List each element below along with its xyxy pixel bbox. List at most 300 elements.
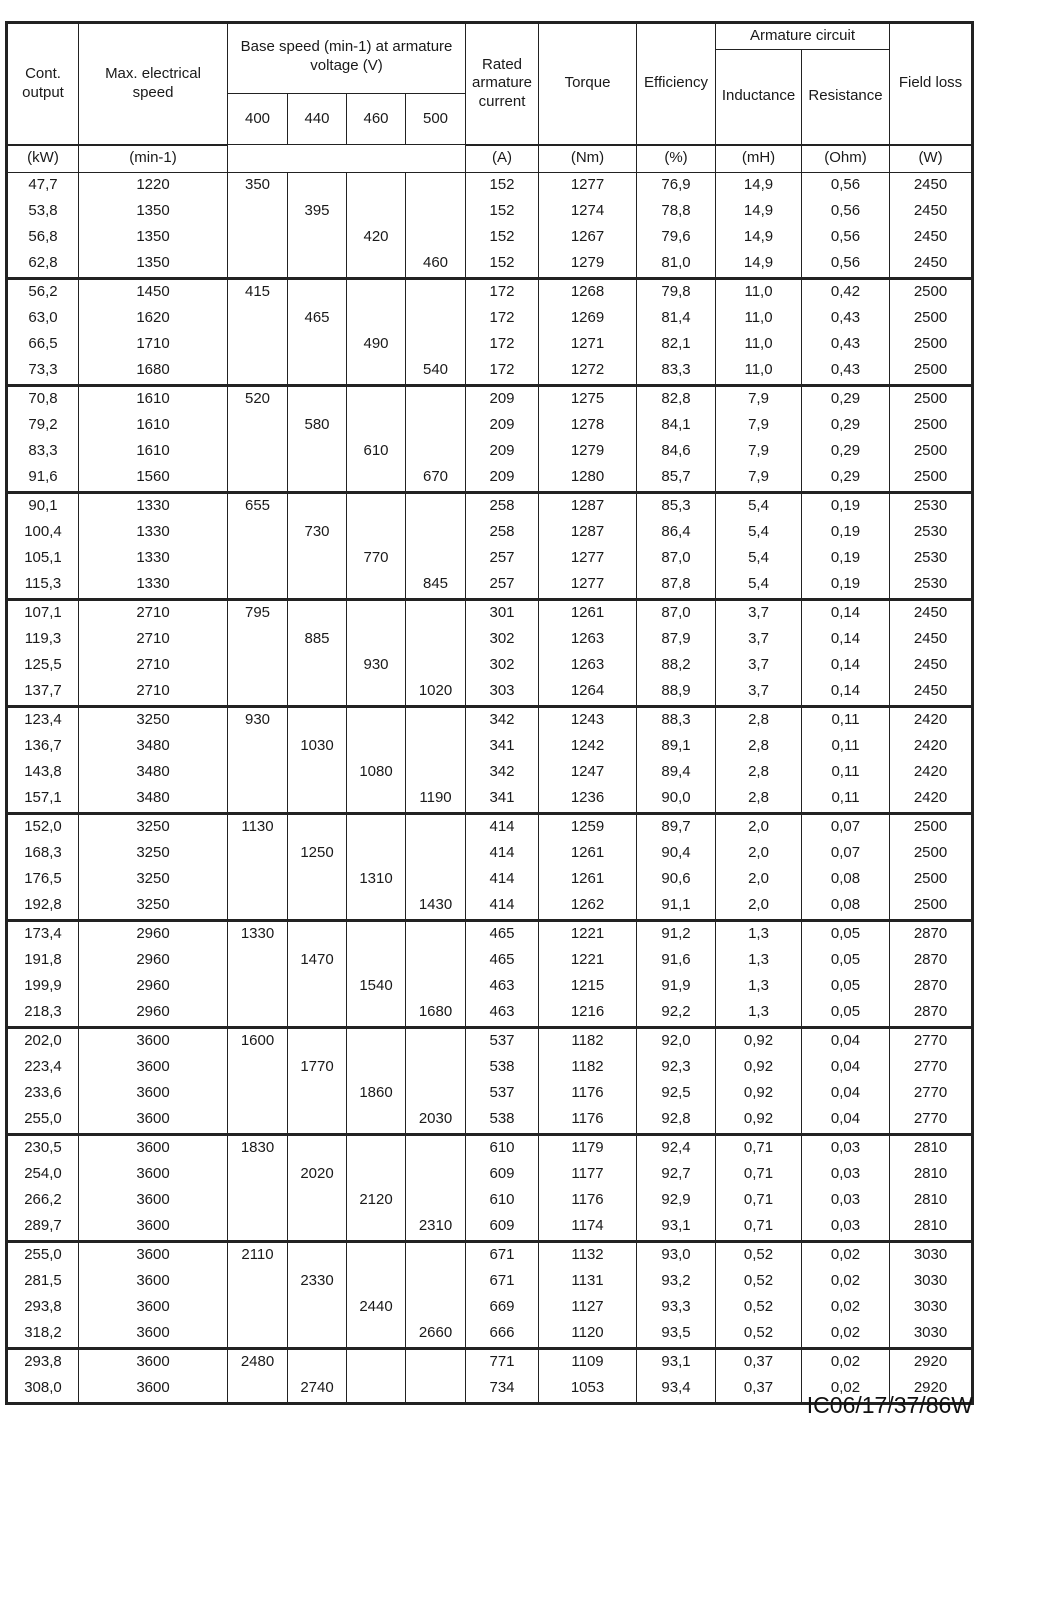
cell-field-loss: 2530 bbox=[890, 520, 973, 546]
unit-nm: (Nm) bbox=[539, 145, 637, 173]
cell-base-460: 930 bbox=[347, 653, 406, 679]
cell-torque: 1127 bbox=[539, 1295, 637, 1321]
cell-base-400: 2480 bbox=[228, 1348, 288, 1376]
cell-resistance: 0,11 bbox=[802, 760, 890, 786]
cell-inductance: 0,92 bbox=[716, 1027, 802, 1055]
cell-rated-current: 465 bbox=[466, 948, 539, 974]
cell-base-460 bbox=[347, 172, 406, 199]
cell-base-460 bbox=[347, 358, 406, 386]
cell-base-460 bbox=[347, 1107, 406, 1135]
cell-max-speed: 1330 bbox=[79, 572, 228, 600]
cell-resistance: 0,56 bbox=[802, 251, 890, 279]
cell-torque: 1182 bbox=[539, 1027, 637, 1055]
cell-rated-current: 463 bbox=[466, 974, 539, 1000]
cell-inductance: 14,9 bbox=[716, 172, 802, 199]
cell-max-speed: 3250 bbox=[79, 893, 228, 921]
cell-efficiency: 89,4 bbox=[637, 760, 716, 786]
table-row bbox=[7, 706, 973, 734]
table-row bbox=[7, 599, 973, 627]
table-row bbox=[7, 439, 973, 465]
cell-cont-output: 173,4 bbox=[7, 920, 79, 948]
cell-base-460: 1540 bbox=[347, 974, 406, 1000]
cell-base-400 bbox=[228, 1214, 288, 1242]
cell-torque: 1263 bbox=[539, 627, 637, 653]
cell-max-speed: 1610 bbox=[79, 385, 228, 413]
cell-inductance: 7,9 bbox=[716, 465, 802, 493]
cell-field-loss: 2920 bbox=[890, 1376, 973, 1404]
cell-base-440 bbox=[288, 278, 347, 306]
cell-torque: 1242 bbox=[539, 734, 637, 760]
cell-base-400 bbox=[228, 1295, 288, 1321]
cell-rated-current: 301 bbox=[466, 599, 539, 627]
cell-inductance: 2,0 bbox=[716, 893, 802, 921]
cell-rated-current: 172 bbox=[466, 306, 539, 332]
cell-base-500: 2030 bbox=[406, 1107, 466, 1135]
cell-cont-output: 56,2 bbox=[7, 278, 79, 306]
cell-base-460 bbox=[347, 520, 406, 546]
cell-max-speed: 3600 bbox=[79, 1055, 228, 1081]
cell-cont-output: 119,3 bbox=[7, 627, 79, 653]
table-row bbox=[7, 1107, 973, 1135]
cell-cont-output: 157,1 bbox=[7, 786, 79, 814]
cell-base-460: 770 bbox=[347, 546, 406, 572]
cell-inductance: 0,52 bbox=[716, 1269, 802, 1295]
cell-efficiency: 85,7 bbox=[637, 465, 716, 493]
cell-rated-current: 671 bbox=[466, 1241, 539, 1269]
cell-inductance: 1,3 bbox=[716, 1000, 802, 1028]
table-row bbox=[7, 385, 973, 413]
cell-inductance: 11,0 bbox=[716, 332, 802, 358]
cell-inductance: 11,0 bbox=[716, 358, 802, 386]
cell-base-400 bbox=[228, 948, 288, 974]
cell-field-loss: 2420 bbox=[890, 760, 973, 786]
cell-base-460 bbox=[347, 1348, 406, 1376]
cell-base-460 bbox=[347, 706, 406, 734]
cell-cont-output: 255,0 bbox=[7, 1241, 79, 1269]
cell-torque: 1277 bbox=[539, 572, 637, 600]
cell-efficiency: 91,6 bbox=[637, 948, 716, 974]
cell-base-500 bbox=[406, 1241, 466, 1269]
cell-torque: 1272 bbox=[539, 358, 637, 386]
cell-base-460: 2440 bbox=[347, 1295, 406, 1321]
cell-torque: 1179 bbox=[539, 1134, 637, 1162]
cell-base-460 bbox=[347, 1321, 406, 1349]
cell-resistance: 0,05 bbox=[802, 974, 890, 1000]
cell-base-460: 490 bbox=[347, 332, 406, 358]
cell-resistance: 0,29 bbox=[802, 465, 890, 493]
cell-rated-current: 414 bbox=[466, 893, 539, 921]
header-voltage-500: 500 bbox=[406, 94, 466, 145]
table-row bbox=[7, 1055, 973, 1081]
cell-resistance: 0,02 bbox=[802, 1295, 890, 1321]
cell-base-400 bbox=[228, 1081, 288, 1107]
cell-field-loss: 2870 bbox=[890, 974, 973, 1000]
cell-base-440: 2020 bbox=[288, 1162, 347, 1188]
cell-base-440: 395 bbox=[288, 199, 347, 225]
cell-rated-current: 537 bbox=[466, 1081, 539, 1107]
cell-base-440 bbox=[288, 653, 347, 679]
cell-cont-output: 83,3 bbox=[7, 439, 79, 465]
cell-cont-output: 90,1 bbox=[7, 492, 79, 520]
cell-rated-current: 341 bbox=[466, 786, 539, 814]
cell-base-400 bbox=[228, 867, 288, 893]
table-row bbox=[7, 306, 973, 332]
cell-base-440: 730 bbox=[288, 520, 347, 546]
cell-torque: 1109 bbox=[539, 1348, 637, 1376]
cell-base-500 bbox=[406, 1027, 466, 1055]
cell-base-460 bbox=[347, 813, 406, 841]
cell-efficiency: 88,3 bbox=[637, 706, 716, 734]
cell-rated-current: 414 bbox=[466, 813, 539, 841]
unit-ohm: (Ohm) bbox=[802, 145, 890, 173]
cell-resistance: 0,14 bbox=[802, 627, 890, 653]
cell-rated-current: 538 bbox=[466, 1107, 539, 1135]
cell-base-400: 795 bbox=[228, 599, 288, 627]
cell-rated-current: 152 bbox=[466, 199, 539, 225]
cell-rated-current: 341 bbox=[466, 734, 539, 760]
cell-cont-output: 254,0 bbox=[7, 1162, 79, 1188]
cell-base-400 bbox=[228, 1269, 288, 1295]
cell-cont-output: 66,5 bbox=[7, 332, 79, 358]
cell-base-440 bbox=[288, 786, 347, 814]
cell-torque: 1247 bbox=[539, 760, 637, 786]
cell-cont-output: 308,0 bbox=[7, 1376, 79, 1404]
cell-base-400 bbox=[228, 439, 288, 465]
cell-field-loss: 3030 bbox=[890, 1269, 973, 1295]
cell-cont-output: 191,8 bbox=[7, 948, 79, 974]
cell-efficiency: 90,4 bbox=[637, 841, 716, 867]
cell-base-500 bbox=[406, 306, 466, 332]
cell-base-460 bbox=[347, 385, 406, 413]
cell-resistance: 0,29 bbox=[802, 413, 890, 439]
cell-base-400 bbox=[228, 1055, 288, 1081]
cell-resistance: 0,11 bbox=[802, 786, 890, 814]
cell-base-500: 670 bbox=[406, 465, 466, 493]
cell-cont-output: 202,0 bbox=[7, 1027, 79, 1055]
cell-base-400 bbox=[228, 1000, 288, 1028]
cell-torque: 1174 bbox=[539, 1214, 637, 1242]
cell-base-460 bbox=[347, 1214, 406, 1242]
cell-resistance: 0,56 bbox=[802, 172, 890, 199]
cell-base-500 bbox=[406, 948, 466, 974]
header-voltage-460: 460 bbox=[347, 94, 406, 145]
cell-base-440: 1030 bbox=[288, 734, 347, 760]
cell-resistance: 0,11 bbox=[802, 734, 890, 760]
unit-min: (min-1) bbox=[79, 145, 228, 173]
cell-field-loss: 2500 bbox=[890, 439, 973, 465]
cell-max-speed: 2710 bbox=[79, 653, 228, 679]
cell-base-500 bbox=[406, 706, 466, 734]
cell-resistance: 0,29 bbox=[802, 385, 890, 413]
cell-base-440 bbox=[288, 1134, 347, 1162]
table-row bbox=[7, 920, 973, 948]
cell-cont-output: 100,4 bbox=[7, 520, 79, 546]
cell-rated-current: 152 bbox=[466, 251, 539, 279]
cell-inductance: 5,4 bbox=[716, 572, 802, 600]
cell-rated-current: 609 bbox=[466, 1214, 539, 1242]
cell-max-speed: 3600 bbox=[79, 1376, 228, 1404]
cell-max-speed: 3600 bbox=[79, 1107, 228, 1135]
cell-base-400 bbox=[228, 760, 288, 786]
cell-inductance: 0,92 bbox=[716, 1055, 802, 1081]
cell-resistance: 0,05 bbox=[802, 920, 890, 948]
cell-field-loss: 2500 bbox=[890, 867, 973, 893]
table-row bbox=[7, 1295, 973, 1321]
cell-torque: 1221 bbox=[539, 948, 637, 974]
cell-base-400 bbox=[228, 572, 288, 600]
cell-torque: 1264 bbox=[539, 679, 637, 707]
cell-field-loss: 2870 bbox=[890, 948, 973, 974]
cell-resistance: 0,03 bbox=[802, 1214, 890, 1242]
cell-inductance: 0,92 bbox=[716, 1107, 802, 1135]
cell-rated-current: 172 bbox=[466, 332, 539, 358]
cell-base-500 bbox=[406, 1348, 466, 1376]
cell-field-loss: 2870 bbox=[890, 1000, 973, 1028]
table-row bbox=[7, 278, 973, 306]
cell-field-loss: 3030 bbox=[890, 1321, 973, 1349]
cell-resistance: 0,03 bbox=[802, 1134, 890, 1162]
cell-base-440 bbox=[288, 439, 347, 465]
header-inductance: Inductance bbox=[716, 50, 802, 145]
cell-base-500 bbox=[406, 1188, 466, 1214]
cell-efficiency: 93,5 bbox=[637, 1321, 716, 1349]
table-row bbox=[7, 199, 973, 225]
cell-field-loss: 2500 bbox=[890, 385, 973, 413]
cell-efficiency: 89,1 bbox=[637, 734, 716, 760]
cell-efficiency: 92,7 bbox=[637, 1162, 716, 1188]
cell-base-440 bbox=[288, 1107, 347, 1135]
cell-base-440: 1470 bbox=[288, 948, 347, 974]
cell-cont-output: 281,5 bbox=[7, 1269, 79, 1295]
cell-field-loss: 2810 bbox=[890, 1134, 973, 1162]
cell-torque: 1262 bbox=[539, 893, 637, 921]
cell-efficiency: 92,8 bbox=[637, 1107, 716, 1135]
cell-base-440 bbox=[288, 385, 347, 413]
cell-base-440 bbox=[288, 225, 347, 251]
cell-rated-current: 538 bbox=[466, 1055, 539, 1081]
cell-base-500 bbox=[406, 734, 466, 760]
cell-torque: 1263 bbox=[539, 653, 637, 679]
cell-max-speed: 1350 bbox=[79, 225, 228, 251]
cell-base-460 bbox=[347, 1134, 406, 1162]
motor-data-sheet bbox=[5, 21, 974, 1418]
cell-base-460 bbox=[347, 278, 406, 306]
cell-base-400 bbox=[228, 841, 288, 867]
cell-rated-current: 172 bbox=[466, 278, 539, 306]
cell-base-440 bbox=[288, 1295, 347, 1321]
cell-max-speed: 3250 bbox=[79, 706, 228, 734]
cell-resistance: 0,03 bbox=[802, 1162, 890, 1188]
cell-base-400 bbox=[228, 225, 288, 251]
cell-torque: 1182 bbox=[539, 1055, 637, 1081]
cell-max-speed: 2960 bbox=[79, 1000, 228, 1028]
cell-inductance: 0,71 bbox=[716, 1188, 802, 1214]
cell-cont-output: 218,3 bbox=[7, 1000, 79, 1028]
cell-rated-current: 258 bbox=[466, 492, 539, 520]
cell-resistance: 0,04 bbox=[802, 1055, 890, 1081]
cell-field-loss: 2500 bbox=[890, 465, 973, 493]
cell-base-400: 2110 bbox=[228, 1241, 288, 1269]
cell-cont-output: 62,8 bbox=[7, 251, 79, 279]
cell-field-loss: 2450 bbox=[890, 199, 973, 225]
unit-a: (A) bbox=[466, 145, 539, 173]
cell-field-loss: 2420 bbox=[890, 786, 973, 814]
cell-torque: 1287 bbox=[539, 520, 637, 546]
cell-max-speed: 2960 bbox=[79, 948, 228, 974]
cell-base-440: 2330 bbox=[288, 1269, 347, 1295]
cell-rated-current: 257 bbox=[466, 546, 539, 572]
cell-inductance: 2,8 bbox=[716, 734, 802, 760]
cell-efficiency: 76,9 bbox=[637, 172, 716, 199]
cell-inductance: 5,4 bbox=[716, 546, 802, 572]
cell-max-speed: 3600 bbox=[79, 1188, 228, 1214]
cell-cont-output: 192,8 bbox=[7, 893, 79, 921]
cell-torque: 1053 bbox=[539, 1376, 637, 1404]
unit-pct: (%) bbox=[637, 145, 716, 173]
cell-inductance: 1,3 bbox=[716, 920, 802, 948]
cell-torque: 1131 bbox=[539, 1269, 637, 1295]
cell-cont-output: 176,5 bbox=[7, 867, 79, 893]
table-row bbox=[7, 332, 973, 358]
cell-max-speed: 3250 bbox=[79, 867, 228, 893]
document-code: IC06/17/37/86W bbox=[806, 1392, 973, 1418]
cell-efficiency: 92,3 bbox=[637, 1055, 716, 1081]
cell-field-loss: 2500 bbox=[890, 893, 973, 921]
cell-cont-output: 63,0 bbox=[7, 306, 79, 332]
cell-inductance: 2,8 bbox=[716, 760, 802, 786]
cell-efficiency: 92,9 bbox=[637, 1188, 716, 1214]
cell-base-460: 610 bbox=[347, 439, 406, 465]
cell-rated-current: 414 bbox=[466, 841, 539, 867]
cell-resistance: 0,05 bbox=[802, 1000, 890, 1028]
unit-w: (W) bbox=[890, 145, 973, 173]
cell-base-440 bbox=[288, 1000, 347, 1028]
cell-torque: 1268 bbox=[539, 278, 637, 306]
cell-efficiency: 93,2 bbox=[637, 1269, 716, 1295]
cell-base-460 bbox=[347, 679, 406, 707]
cell-base-440 bbox=[288, 760, 347, 786]
cell-resistance: 0,03 bbox=[802, 1188, 890, 1214]
cell-rated-current: 342 bbox=[466, 706, 539, 734]
cell-field-loss: 3030 bbox=[890, 1241, 973, 1269]
cell-max-speed: 1560 bbox=[79, 465, 228, 493]
cell-cont-output: 137,7 bbox=[7, 679, 79, 707]
cell-efficiency: 87,8 bbox=[637, 572, 716, 600]
cell-field-loss: 2530 bbox=[890, 572, 973, 600]
table-row bbox=[7, 893, 973, 921]
cell-base-460 bbox=[347, 465, 406, 493]
cell-max-speed: 3250 bbox=[79, 841, 228, 867]
cell-inductance: 0,52 bbox=[716, 1321, 802, 1349]
cell-max-speed: 3600 bbox=[79, 1134, 228, 1162]
table-row bbox=[7, 1269, 973, 1295]
cell-resistance: 0,07 bbox=[802, 841, 890, 867]
cell-max-speed: 1330 bbox=[79, 520, 228, 546]
cell-base-460 bbox=[347, 627, 406, 653]
cell-base-460 bbox=[347, 841, 406, 867]
cell-resistance: 0,56 bbox=[802, 199, 890, 225]
cell-base-460: 420 bbox=[347, 225, 406, 251]
cell-field-loss: 2500 bbox=[890, 306, 973, 332]
cell-efficiency: 91,1 bbox=[637, 893, 716, 921]
cell-torque: 1274 bbox=[539, 199, 637, 225]
cell-rated-current: 258 bbox=[466, 520, 539, 546]
cell-base-440: 465 bbox=[288, 306, 347, 332]
table-row bbox=[7, 841, 973, 867]
cell-resistance: 0,04 bbox=[802, 1027, 890, 1055]
cell-base-440 bbox=[288, 867, 347, 893]
cell-field-loss: 2500 bbox=[890, 358, 973, 386]
cell-cont-output: 125,5 bbox=[7, 653, 79, 679]
cell-base-400 bbox=[228, 546, 288, 572]
cell-inductance: 3,7 bbox=[716, 627, 802, 653]
cell-torque: 1261 bbox=[539, 841, 637, 867]
cell-max-speed: 3250 bbox=[79, 813, 228, 841]
cell-rated-current: 671 bbox=[466, 1269, 539, 1295]
cell-base-500: 1680 bbox=[406, 1000, 466, 1028]
cell-cont-output: 91,6 bbox=[7, 465, 79, 493]
cell-max-speed: 1710 bbox=[79, 332, 228, 358]
cell-inductance: 0,52 bbox=[716, 1241, 802, 1269]
cell-base-440 bbox=[288, 706, 347, 734]
cell-efficiency: 84,6 bbox=[637, 439, 716, 465]
cell-max-speed: 2710 bbox=[79, 599, 228, 627]
cell-max-speed: 3480 bbox=[79, 786, 228, 814]
cell-field-loss: 2770 bbox=[890, 1055, 973, 1081]
cell-base-400 bbox=[228, 413, 288, 439]
cell-base-500: 1430 bbox=[406, 893, 466, 921]
cell-cont-output: 79,2 bbox=[7, 413, 79, 439]
cell-resistance: 0,05 bbox=[802, 948, 890, 974]
cell-base-400 bbox=[228, 1162, 288, 1188]
table-row bbox=[7, 251, 973, 279]
header-base-speed: Base speed (min-1) at armature voltage (V) bbox=[228, 23, 466, 94]
cell-resistance: 0,08 bbox=[802, 867, 890, 893]
cell-max-speed: 1610 bbox=[79, 413, 228, 439]
cell-cont-output: 107,1 bbox=[7, 599, 79, 627]
cell-rated-current: 609 bbox=[466, 1162, 539, 1188]
cell-rated-current: 172 bbox=[466, 358, 539, 386]
cell-torque: 1261 bbox=[539, 867, 637, 893]
cell-rated-current: 414 bbox=[466, 867, 539, 893]
table-row bbox=[7, 413, 973, 439]
cell-efficiency: 91,9 bbox=[637, 974, 716, 1000]
cell-torque: 1216 bbox=[539, 1000, 637, 1028]
cell-max-speed: 3480 bbox=[79, 734, 228, 760]
cell-rated-current: 152 bbox=[466, 225, 539, 251]
cell-torque: 1280 bbox=[539, 465, 637, 493]
cell-inductance: 14,9 bbox=[716, 251, 802, 279]
table-row bbox=[7, 653, 973, 679]
cell-max-speed: 2960 bbox=[79, 920, 228, 948]
cell-max-speed: 1350 bbox=[79, 199, 228, 225]
cell-resistance: 0,02 bbox=[802, 1241, 890, 1269]
cell-base-460 bbox=[347, 920, 406, 948]
cell-base-500 bbox=[406, 867, 466, 893]
cell-base-500 bbox=[406, 1055, 466, 1081]
table-row bbox=[7, 1188, 973, 1214]
cell-inductance: 0,71 bbox=[716, 1214, 802, 1242]
cell-base-500 bbox=[406, 653, 466, 679]
cell-max-speed: 2710 bbox=[79, 679, 228, 707]
table-row bbox=[7, 1027, 973, 1055]
cell-base-500: 2310 bbox=[406, 1214, 466, 1242]
cell-base-460: 1860 bbox=[347, 1081, 406, 1107]
cell-resistance: 0,04 bbox=[802, 1081, 890, 1107]
cell-base-440 bbox=[288, 172, 347, 199]
cell-base-460 bbox=[347, 1027, 406, 1055]
cell-max-speed: 3600 bbox=[79, 1241, 228, 1269]
